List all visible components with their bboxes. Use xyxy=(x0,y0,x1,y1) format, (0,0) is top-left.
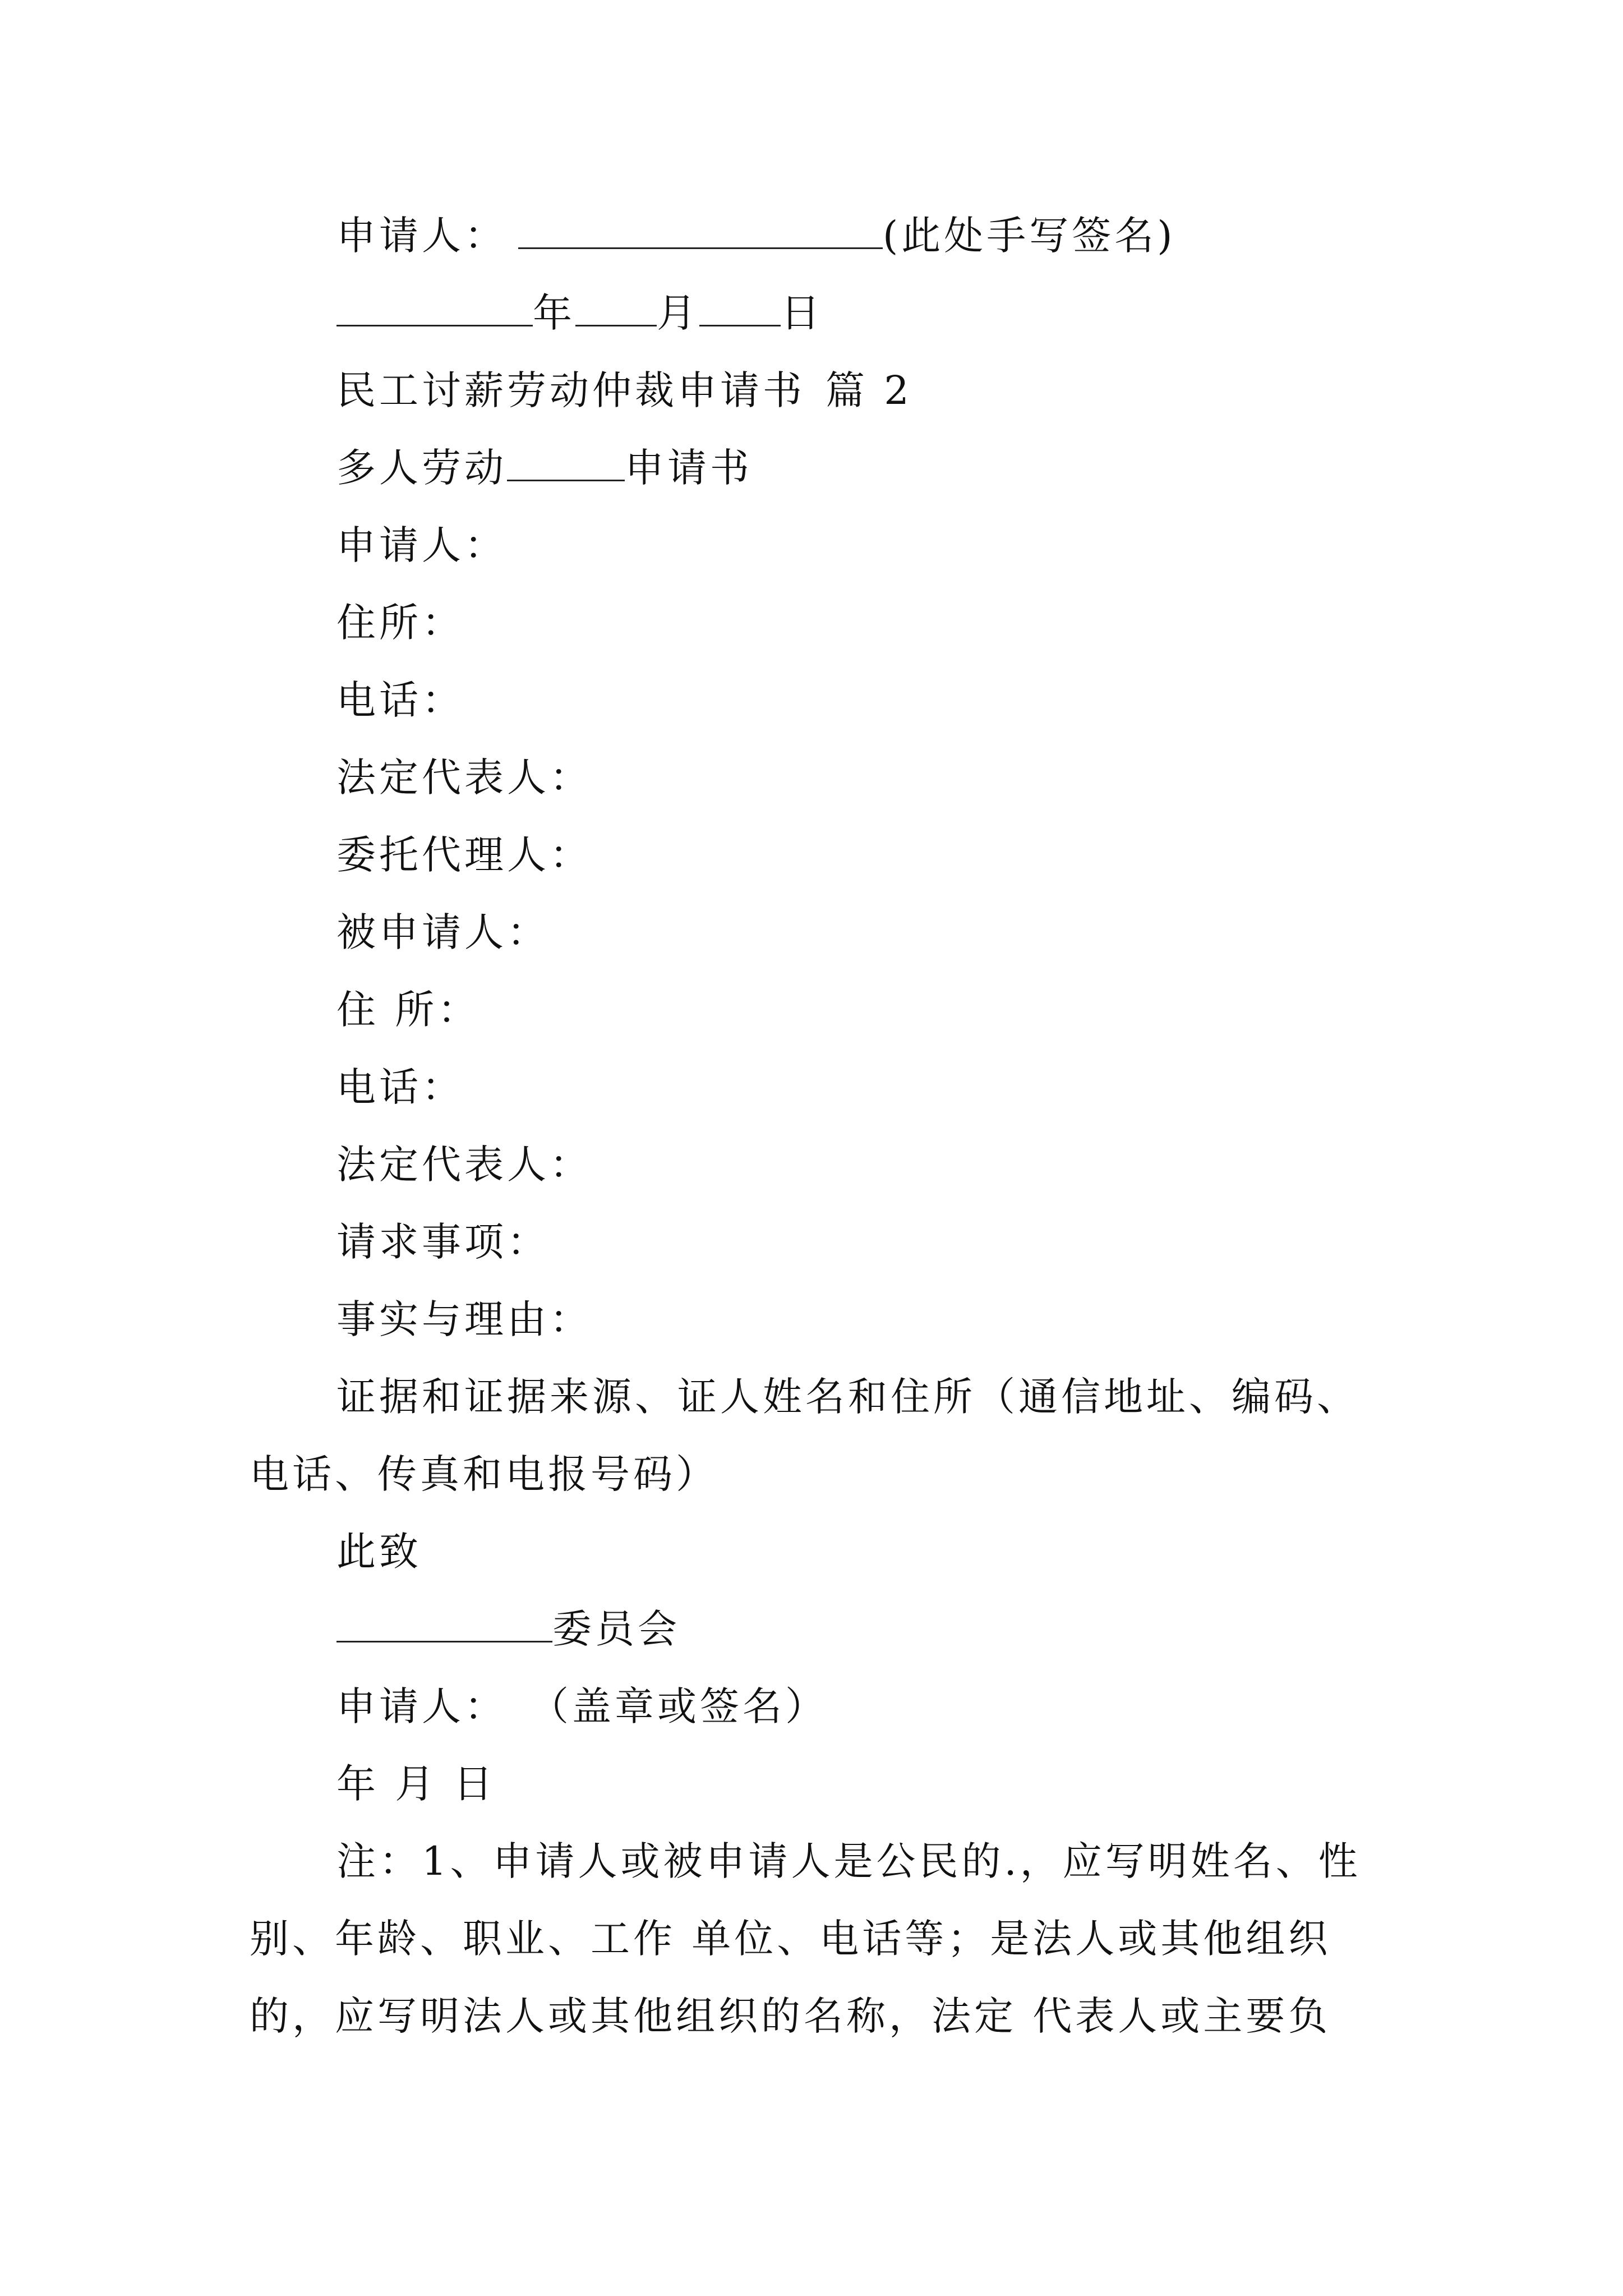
note-line-1: 注：1、申请人或被申请人是公民的.，应写明姓名、性 xyxy=(336,1838,1361,1884)
evidence-paragraph-line-1: 证据和证据来源、证人姓名和住所（通信地址、编码、 xyxy=(336,1374,1359,1420)
respondent-phone-field: 电话： xyxy=(336,1064,464,1110)
committee-line xyxy=(336,1604,680,1654)
section-title-part: 篇 2 xyxy=(826,367,912,413)
month-blank xyxy=(575,290,657,326)
signature-note: (此处手写签名) xyxy=(883,213,1176,259)
phone-field: 电话： xyxy=(336,677,464,723)
address-field: 住所： xyxy=(336,600,464,646)
respondent-address-field: 住 所： xyxy=(336,987,481,1033)
closing-signature-label: 申请人： xyxy=(336,1683,507,1729)
signature-blank xyxy=(518,213,883,249)
form-title-a: 多人劳动 xyxy=(336,445,507,491)
month-label: 月 xyxy=(657,290,699,336)
applicant-field: 申请人： xyxy=(336,522,507,568)
closing-signature-note: （盖章或签名） xyxy=(529,1683,828,1729)
closing-signature-line xyxy=(336,1681,828,1732)
closing-date-line: 年 月 日 xyxy=(336,1761,496,1807)
committee-label: 委员会 xyxy=(552,1606,680,1652)
form-title-b: 申请书 xyxy=(625,445,753,491)
applicant-signature-line xyxy=(336,210,1176,261)
agent-field: 委托代理人： xyxy=(336,832,592,878)
legal-representative-field: 法定代表人： xyxy=(336,754,592,800)
form-title xyxy=(336,443,753,493)
claims-field: 请求事项： xyxy=(336,1219,550,1265)
evidence-paragraph-line-2: 电话、传真和电报号码） xyxy=(250,1451,718,1497)
respondent-legal-representative-field: 法定代表人： xyxy=(336,1142,592,1188)
facts-field: 事实与理由： xyxy=(336,1296,592,1342)
section-title xyxy=(336,365,912,416)
respondent-field: 被申请人： xyxy=(336,909,550,955)
day-label: 日 xyxy=(781,290,823,336)
day-blank xyxy=(699,290,781,326)
section-title-text: 民工讨薪劳动仲裁申请书 xyxy=(336,367,805,413)
year-label: 年 xyxy=(533,290,575,336)
form-title-blank xyxy=(507,445,625,481)
note-line-2: 别、年龄、职业、工作 单位、电话等；是法人或其他组织 xyxy=(250,1916,1331,1962)
year-blank xyxy=(336,290,533,326)
committee-blank xyxy=(336,1606,552,1642)
salutation: 此致 xyxy=(336,1529,422,1575)
signature-label: 申请人： xyxy=(336,213,507,259)
signature-date-line xyxy=(336,288,823,338)
note-line-3: 的，应写明法人或其他组织的名称，法定 代表人或主要负 xyxy=(250,1993,1331,2039)
